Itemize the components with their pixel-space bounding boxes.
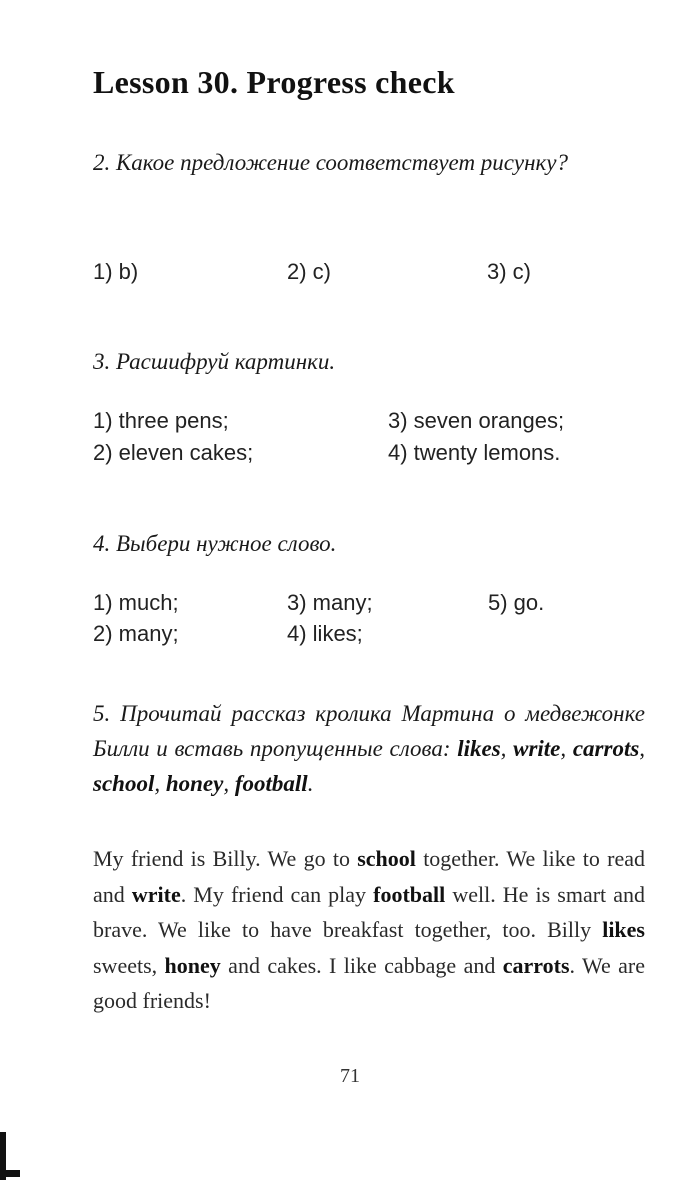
task-2-answer-2: 2) c)	[287, 259, 331, 284]
filled-word: write	[131, 881, 181, 907]
filled-word: likes	[602, 917, 645, 942]
page-edge-mark-foot	[0, 1170, 20, 1177]
story-text: well. He is smart and brave. We like to have breakfast together, too. Billy	[93, 881, 645, 942]
task-4-answer-3: 3) many;	[287, 590, 373, 615]
task-4-answer-4: 4) likes;	[287, 621, 363, 646]
task-5-instruction: 5. Прочитай рассказ кролика Мартина о медвежонке Билли и вставь пропущенные слова:	[93, 701, 645, 761]
task-2-answer-3: 3) c)	[487, 259, 531, 284]
task-3-answer-3: 3) seven oranges;	[388, 408, 565, 433]
filled-word: honey	[164, 952, 221, 978]
story-text: . We are good friends!	[93, 952, 646, 1013]
task-4-answer-1: 1) much;	[93, 590, 179, 615]
task-5-heading: 5. Прочитай рассказ кролика Мартина о медвежонке Билли и вставь пропущенные слова: likes, write, carrots, school, honey, football.	[93, 701, 646, 796]
page-title: Lesson 30. Progress check	[93, 64, 455, 100]
filled-word: school	[357, 846, 416, 871]
task-2-heading: 2. Какое предложение соответствует рисунку?	[93, 150, 568, 175]
story-text: . My friend can play	[180, 881, 374, 907]
story-text: My friend is Billy. We go to	[93, 846, 358, 871]
task-4-answer-5: 5) go.	[488, 590, 545, 615]
task-3-answer-1: 1) three pens;	[93, 408, 229, 433]
task-3-heading: 3. Расшифруй картинки.	[93, 349, 336, 374]
task-4-heading: 4. Выбери нужное слово.	[93, 531, 337, 556]
story-text: and cakes. I like cabbage and	[220, 952, 503, 978]
task-2-answer-1: 1) b)	[93, 259, 139, 284]
story-text: together. We like to read and	[93, 846, 645, 907]
filled-word: football	[373, 881, 446, 907]
story-paragraph	[93, 841, 645, 1019]
word-likes: likes	[457, 736, 501, 761]
word-honey: honey	[165, 771, 224, 796]
task-4-answer-2: 2) many;	[93, 621, 179, 646]
task-3-answer-2: 2) eleven cakes;	[93, 440, 254, 465]
page-number: 71	[340, 1065, 360, 1087]
filled-word: carrots	[502, 952, 570, 978]
story-text: sweets,	[93, 952, 165, 978]
word-football: football	[234, 771, 308, 796]
word-write: write	[513, 736, 561, 761]
word-carrots: carrots	[572, 736, 640, 761]
task-3-answer-4: 4) twenty lemons.	[388, 440, 561, 465]
word-school: school	[93, 771, 155, 796]
